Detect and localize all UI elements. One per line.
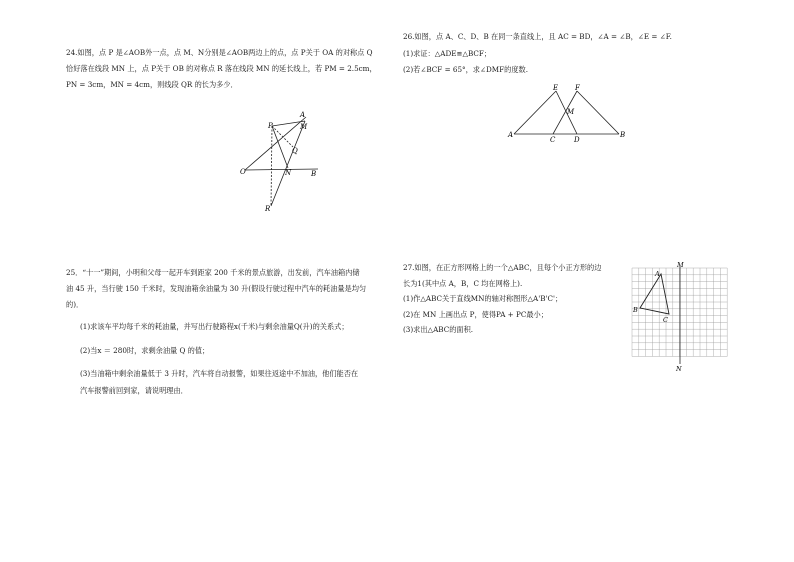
segment-pr-dashed [271, 126, 272, 206]
ray-oa [245, 117, 306, 170]
q26-sub2: (2)若∠BCF = 65°，求∠DMF的度数. [403, 65, 528, 74]
label-e: E [553, 84, 559, 92]
segment-pn [272, 126, 288, 168]
label-b: B [311, 170, 317, 178]
label-n: N [285, 169, 292, 177]
q26-figure [506, 82, 628, 146]
label-o: O [240, 168, 246, 176]
q25-text-line2: 油 45 升，当行驶 150 千米时，发现油箱余油量为 30 升(假设行驶过程中汽车的耗油量是均匀 [66, 284, 367, 293]
q25-text-line1: 25．“十一”期间，小明和父母一起开车到距家 200 千米的景点旅游，出发前，汽车油箱内储 [66, 268, 360, 277]
label-m: M [677, 261, 684, 269]
q24-text-line2: 恰好落在线段 MN 上，点 P关于 OB 的对称点 R 落在线段 MN 的延长线上，若 PM = 2.5cm， [66, 64, 377, 73]
segment-ae [514, 91, 556, 134]
q27-sub2: (2)在 MN 上画出点 P，使得PA + PC最小； [403, 310, 548, 319]
q26-text-line1: 26.如图，点 A、C、D、B 在同一条直线上，且 AC = BD，∠A = ∠B，∠E = ∠F. [403, 32, 672, 41]
q27-sub1: (1)作△ABC关于直线MN的轴对称图形△A'B'C'； [403, 294, 563, 303]
segment-mr [271, 121, 305, 206]
q27-grid-figure [626, 258, 732, 372]
q26-sub1: (1)求证：△ADE≌△BCF； [403, 49, 492, 58]
q27-text-line1: 27.如图，在正方形网格上的一个△ABC，且每个小正方形的边 [403, 263, 602, 272]
label-m: M [567, 108, 575, 116]
label-b: B [633, 306, 638, 314]
q27-text-line2: 长为1(其中点 A，B，C 均在网格上). [403, 279, 523, 288]
q25-sub1: (1)求该车平均每千米的耗油量，并写出行驶路程x(千米)与剩余油量Q(升)的关系式； [80, 322, 349, 331]
label-r: R [265, 205, 271, 213]
label-a: A [655, 270, 660, 278]
ray-ob [245, 169, 318, 170]
q25-sub2: (2)当x ＝ 280时，求剩余油量 Q 的值； [80, 346, 210, 355]
triangle-abc [640, 274, 669, 314]
q24-figure [236, 106, 326, 214]
label-m: M [300, 123, 308, 131]
segment-fb [577, 91, 619, 134]
label-c: C [663, 316, 668, 324]
label-n: N [676, 365, 682, 372]
label-c: C [550, 136, 556, 144]
label-q: Q [292, 147, 298, 155]
label-d: D [574, 136, 580, 144]
label-a: A [300, 111, 306, 119]
label-f: F [575, 84, 580, 92]
q27-sub3: (3)求出△ABC的面积. [403, 325, 474, 334]
label-b: B [620, 131, 626, 139]
label-p: P [268, 122, 273, 130]
q25-sub3a: (3)当油箱中剩余油量低于 3 升时，汽车将自动报警，如果往返途中不加油，他们能否在 [80, 369, 359, 378]
q25-sub3b: 汽车报警前回到家，请说明理由． [80, 386, 188, 395]
q24-text-line1: 24.如图，点 P 是∠AOB外一点，点 M、N分别是∠AOB两边上的点，点 P关于 OA 的对称点 Q [66, 48, 373, 57]
q24-text-line3: PN = 3cm，MN = 4cm，则线段 QR 的长为多少． [66, 80, 238, 89]
q25-text-line3: 的)． [66, 300, 84, 309]
label-a: A [508, 131, 514, 139]
